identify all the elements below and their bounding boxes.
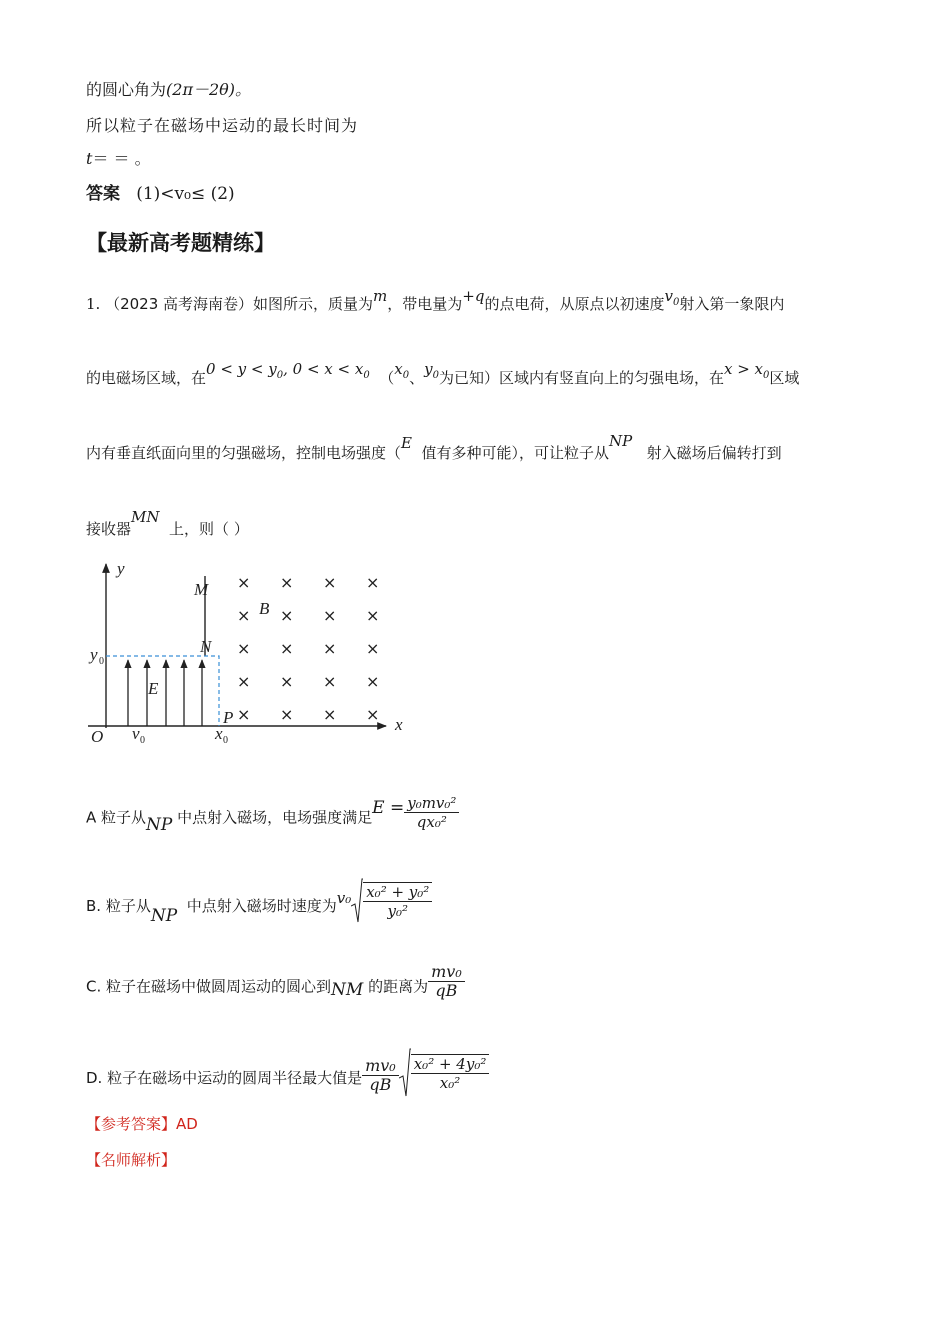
field-cross: ×: [323, 672, 337, 691]
b-field-crosses: [237, 573, 379, 724]
question-line-1: 1. （2023 高考海南卷）如图所示，质量为m，带电量为+q的点电荷，从原点以初速度$v_0$射入第一象限内: [86, 287, 785, 313]
e-field-arrows: [128, 660, 202, 726]
field-cross: ×: [237, 672, 251, 691]
field-cross: ×: [366, 672, 380, 691]
label-m: M: [194, 580, 209, 599]
sqrt-sign: [399, 1048, 411, 1098]
field-cross: ×: [237, 606, 251, 625]
label-x0: x: [215, 724, 223, 743]
field-cross: ×: [323, 573, 337, 592]
field-cross: ×: [366, 573, 380, 592]
sqrt-sign: [351, 878, 363, 924]
label-p: P: [223, 708, 234, 727]
field-cross: ×: [237, 573, 251, 592]
field-cross: ×: [280, 705, 294, 724]
text-line-1: 的圆心角为(2π－2θ)。: [86, 80, 252, 99]
label-o: O: [91, 727, 104, 746]
field-cross: ×: [280, 573, 294, 592]
option-a[interactable]: A 粒子从NP 中点射入磁场，电场强度满足E = $\frac{\text{y₀mv₀²}}{\text{qx₀²}}$: [86, 800, 459, 837]
option-c[interactable]: C. 粒子在磁场中做圆周运动的圆心到NM 的距离为 $\frac{\text{mv₀}}{qB}$: [86, 969, 465, 1006]
field-cross: ×: [280, 672, 294, 691]
field-cross: ×: [323, 606, 337, 625]
question-line-2: 的电磁场区域，在$0 < y < y_0$, $0 < x < x_0$ （$x_0$、$y_0$为已知）区域内有竖直向上的匀强电场，在$x > x_0$区域: [86, 360, 800, 387]
section-heading: 【最新高考题精练】: [86, 231, 275, 255]
text-line-2: 所以粒子在磁场中运动的最长时间为: [86, 116, 359, 135]
option-b[interactable]: B. 粒子从NP 中点射入磁场时速度为v₀ $\frac{\text{x₀² + y₀²}}{\text{y₀²}}$: [86, 884, 432, 930]
label-n: N: [200, 637, 212, 656]
label-y: y: [117, 559, 125, 578]
question-line-3: 内有垂直纸面向里的匀强磁场，控制电场强度（E 值有多种可能），可让粒子从NP 射入磁场后偏转打到: [86, 432, 782, 462]
field-cross: ×: [280, 639, 294, 658]
field-cross: ×: [366, 639, 380, 658]
analysis-heading: 【名师解析】: [86, 1151, 177, 1169]
field-cross: ×: [366, 705, 380, 724]
field-cross: ×: [280, 606, 294, 625]
question-line-4: 接收器MN 上，则（ ）: [86, 508, 249, 538]
option-d[interactable]: D. 粒子在磁场中运动的圆周半径最大值是 $\frac{\text{mv₀}}{qB}$ $\frac{\text{x₀² + 4y₀²}}{\text{x₀²}}$: [86, 1054, 489, 1104]
field-cross: ×: [323, 639, 337, 658]
field-cross: ×: [366, 606, 380, 625]
field-diagram: [86, 556, 416, 751]
answer-line: 答案 (1)<v₀≤ (2): [86, 184, 235, 204]
label-y0: y: [90, 645, 98, 664]
label-x: x: [395, 715, 403, 734]
field-cross: ×: [237, 639, 251, 658]
svg-text:0: 0: [99, 656, 104, 667]
label-e: E: [148, 679, 159, 698]
svg-text:0: 0: [223, 735, 228, 746]
svg-text:0: 0: [140, 735, 145, 746]
reference-answer: 【参考答案】AD: [86, 1115, 198, 1133]
label-b: B: [259, 599, 270, 618]
label-v0: v: [132, 724, 140, 743]
field-cross: ×: [237, 705, 251, 724]
text-line-3: t＝ ＝ 。: [86, 149, 151, 168]
field-cross: ×: [323, 705, 337, 724]
